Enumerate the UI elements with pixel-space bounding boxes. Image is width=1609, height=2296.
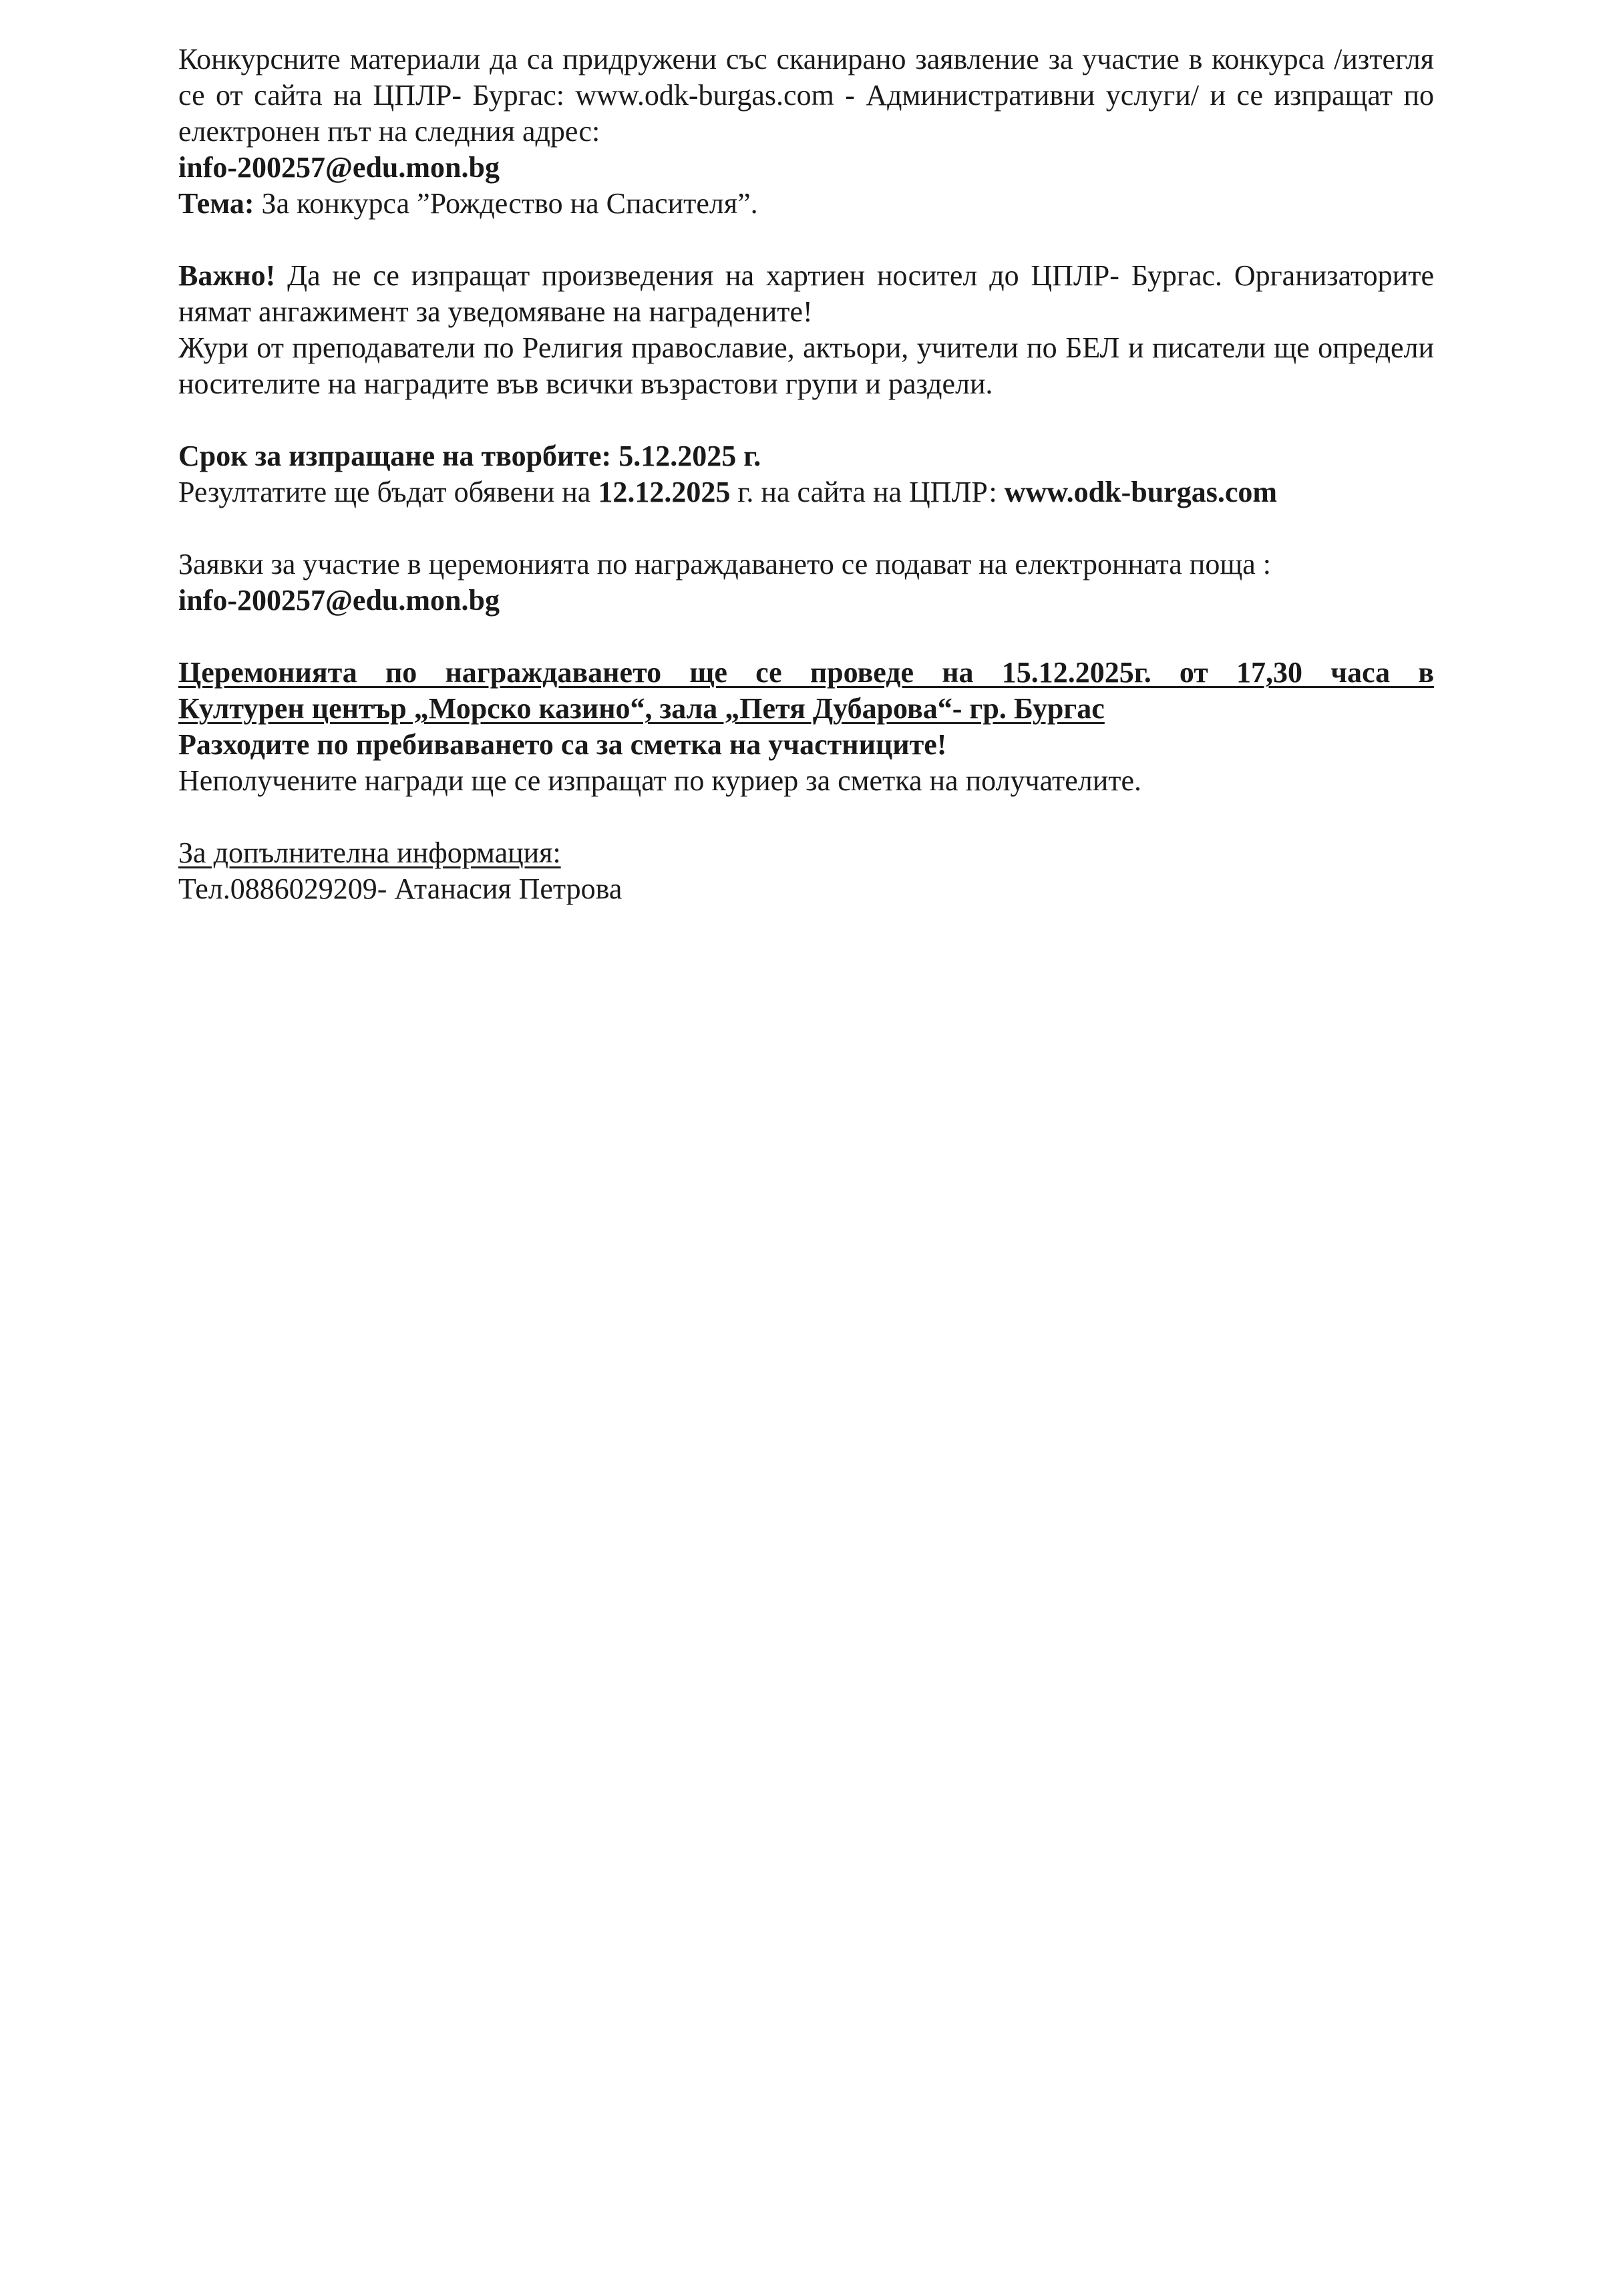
results-line [178,474,1434,510]
contact-phone: Тел.0886029209- Атанасия Петрова [178,872,622,905]
spacer [178,510,1434,546]
subject-label: Тема: [178,187,254,220]
spacer [178,619,1434,655]
ceremony-line-2: Културен център „Морско казино“, зала „Петя Дубарова“- гр. Бургас [178,692,1105,725]
results-date: 12.12.2025 [598,476,731,508]
intro-paragraph [178,41,1434,150]
jury-paragraph: Жури от преподаватели по Религия православие, актьори, учители по БЕЛ и писатели ще определи носителите на наградите във всички възрастови групи и раздели. [178,331,1434,400]
important-paragraph [178,258,1434,330]
courier-line: Неполучените награди ще се изпращат по куриер за сметка на получателите. [178,764,1142,797]
results-middle: г. на сайта на ЦПЛР: [730,476,1005,508]
ceremony-requests-text: Заявки за участие в церемонията по награждаването се подават на електронната поща : [178,548,1271,581]
ceremony-requests-email: info-200257@edu.mon.bg [178,584,500,617]
important-text: Да не се изпращат произведения на хартиен носител до ЦПЛР- Бургас. Организаторите нямат ангажимент за уведомяване на наградените! [178,259,1434,328]
spacer [178,402,1434,438]
results-prefix: Резултатите ще бъдат обявени на [178,476,598,508]
subject-line [178,186,1434,222]
ceremony-line-1: Церемонията по награждаването ще се проведе на 15.12.2025г. от 17,30 часа в [178,656,1434,689]
important-label: Важно! [178,259,276,292]
intro-email: info-200257@edu.mon.bg [178,151,500,184]
subject-text: За конкурса ”Рождество на Спасителя”. [254,187,758,220]
spacer [178,799,1434,835]
intro-text: Конкурсните материали да са придружени със сканирано заявление за участие в конкурса /изтегля се от сайта на ЦПЛР- Бургас: www.odk-burgas.com - Административни услуги/ и се изпращат по електронен път на следния адрес: [178,43,1434,148]
document-page [178,41,1434,907]
deadline-line: Срок за изпращане на творбите: 5.12.2025 г. [178,440,761,472]
expenses-line: Разходите по пребиваването са за сметка на участниците! [178,728,947,761]
contact-label: За допълнителна информация: [178,836,561,869]
results-site: www.odk-burgas.com [1004,476,1278,508]
spacer [178,222,1434,258]
